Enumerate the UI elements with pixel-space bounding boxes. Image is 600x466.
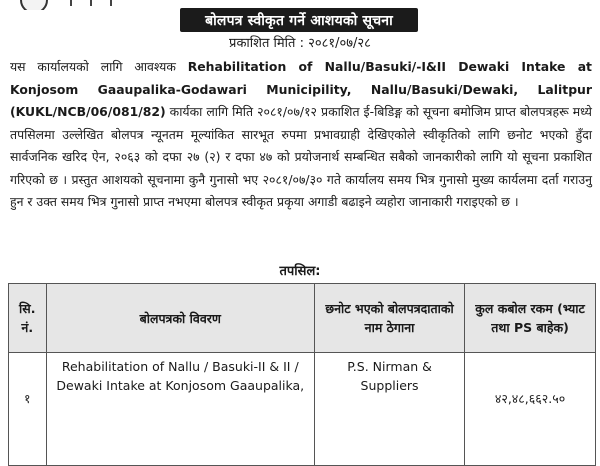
published-date: प्रकाशित मिति : २०८१/०७/२८ <box>229 36 371 51</box>
body-intro: यस कार्यालयको लागि आवश्यक <box>10 59 188 74</box>
body-main: कार्यका लागि मिति २०८१/०७/१२ प्रकाशित ई-बिडिङ्ग को सूचना बमोजिम प्राप्त बोलपत्रहरू मध्ये तपसिलमा उल्लेखित बोलपत्र न्यूनतम मूल्यांकित सारभूत रुपमा प्रभावग्राही देखिएकोले स्वीकृतिको लागि छनोट भएको हुँदा सार्वजनिक खरिद ऐन, २०६३ को दफा २७ (२) र दफा ४७ को प्रयोजनार्थ सम्बन्धित सबैको जानकारीको लागि यो सूचना प्रकाशित गरिएको छ । प्रस्तुत आशयको सूचनामा कुनै गुनासो भए २०८१/०७/३० गते कार्यालय समय भित्र गुनासो मुख्य कार्यलमा दर्ता गराउनु हुन र उक्त समय भित्र गुनासो प्राप्त नभएमा बोलपत्र स्वीकृत प्रकृया अगाडी बढाइने व्यहोरा जानाकारी गराइएको छ । <box>10 104 592 209</box>
table-heading: तपसिल: <box>279 264 321 279</box>
cell-bidder: P.S. Nirman & Suppliers <box>315 353 465 466</box>
logo-mark <box>90 0 92 6</box>
table-row <box>9 353 596 466</box>
logo-mark <box>70 0 72 6</box>
cell-description: Rehabilitation of Nallu / Basuki-II & II / Dewaki Intake at Konjosom Gaaupalika, <box>46 353 314 466</box>
notice-body <box>10 56 592 214</box>
bid-table <box>8 283 596 466</box>
cell-serial: १ <box>9 353 47 466</box>
logo-mark <box>110 0 112 6</box>
project-name: Rehabilitation of Nallu/Basuki/-I&II Dewaki Intake at Konjosom Gaaupalika-Godawari Municipility, Nallu/Basuki/Dewaki, Lalitpur (KUKL/NCB/06/081/82) <box>10 59 592 119</box>
header-serial: सि. नं. <box>9 284 47 353</box>
header-bidder: छनोट भएको बोलपत्रदाताको नाम ठेगाना <box>315 284 465 353</box>
cell-amount: ४२,४८,६६२.५० <box>465 353 596 466</box>
notice-title: बोलपत्र स्वीकृत गर्ने आशयको सूचना <box>180 8 418 32</box>
logo-fragment <box>0 0 150 10</box>
emblem-icon <box>20 0 48 10</box>
header-description: बोलपत्रको विवरण <box>46 284 314 353</box>
table-header-row <box>9 284 596 353</box>
header-amount: कुल कबोल रकम (भ्याट तथा PS बाहेक) <box>465 284 596 353</box>
